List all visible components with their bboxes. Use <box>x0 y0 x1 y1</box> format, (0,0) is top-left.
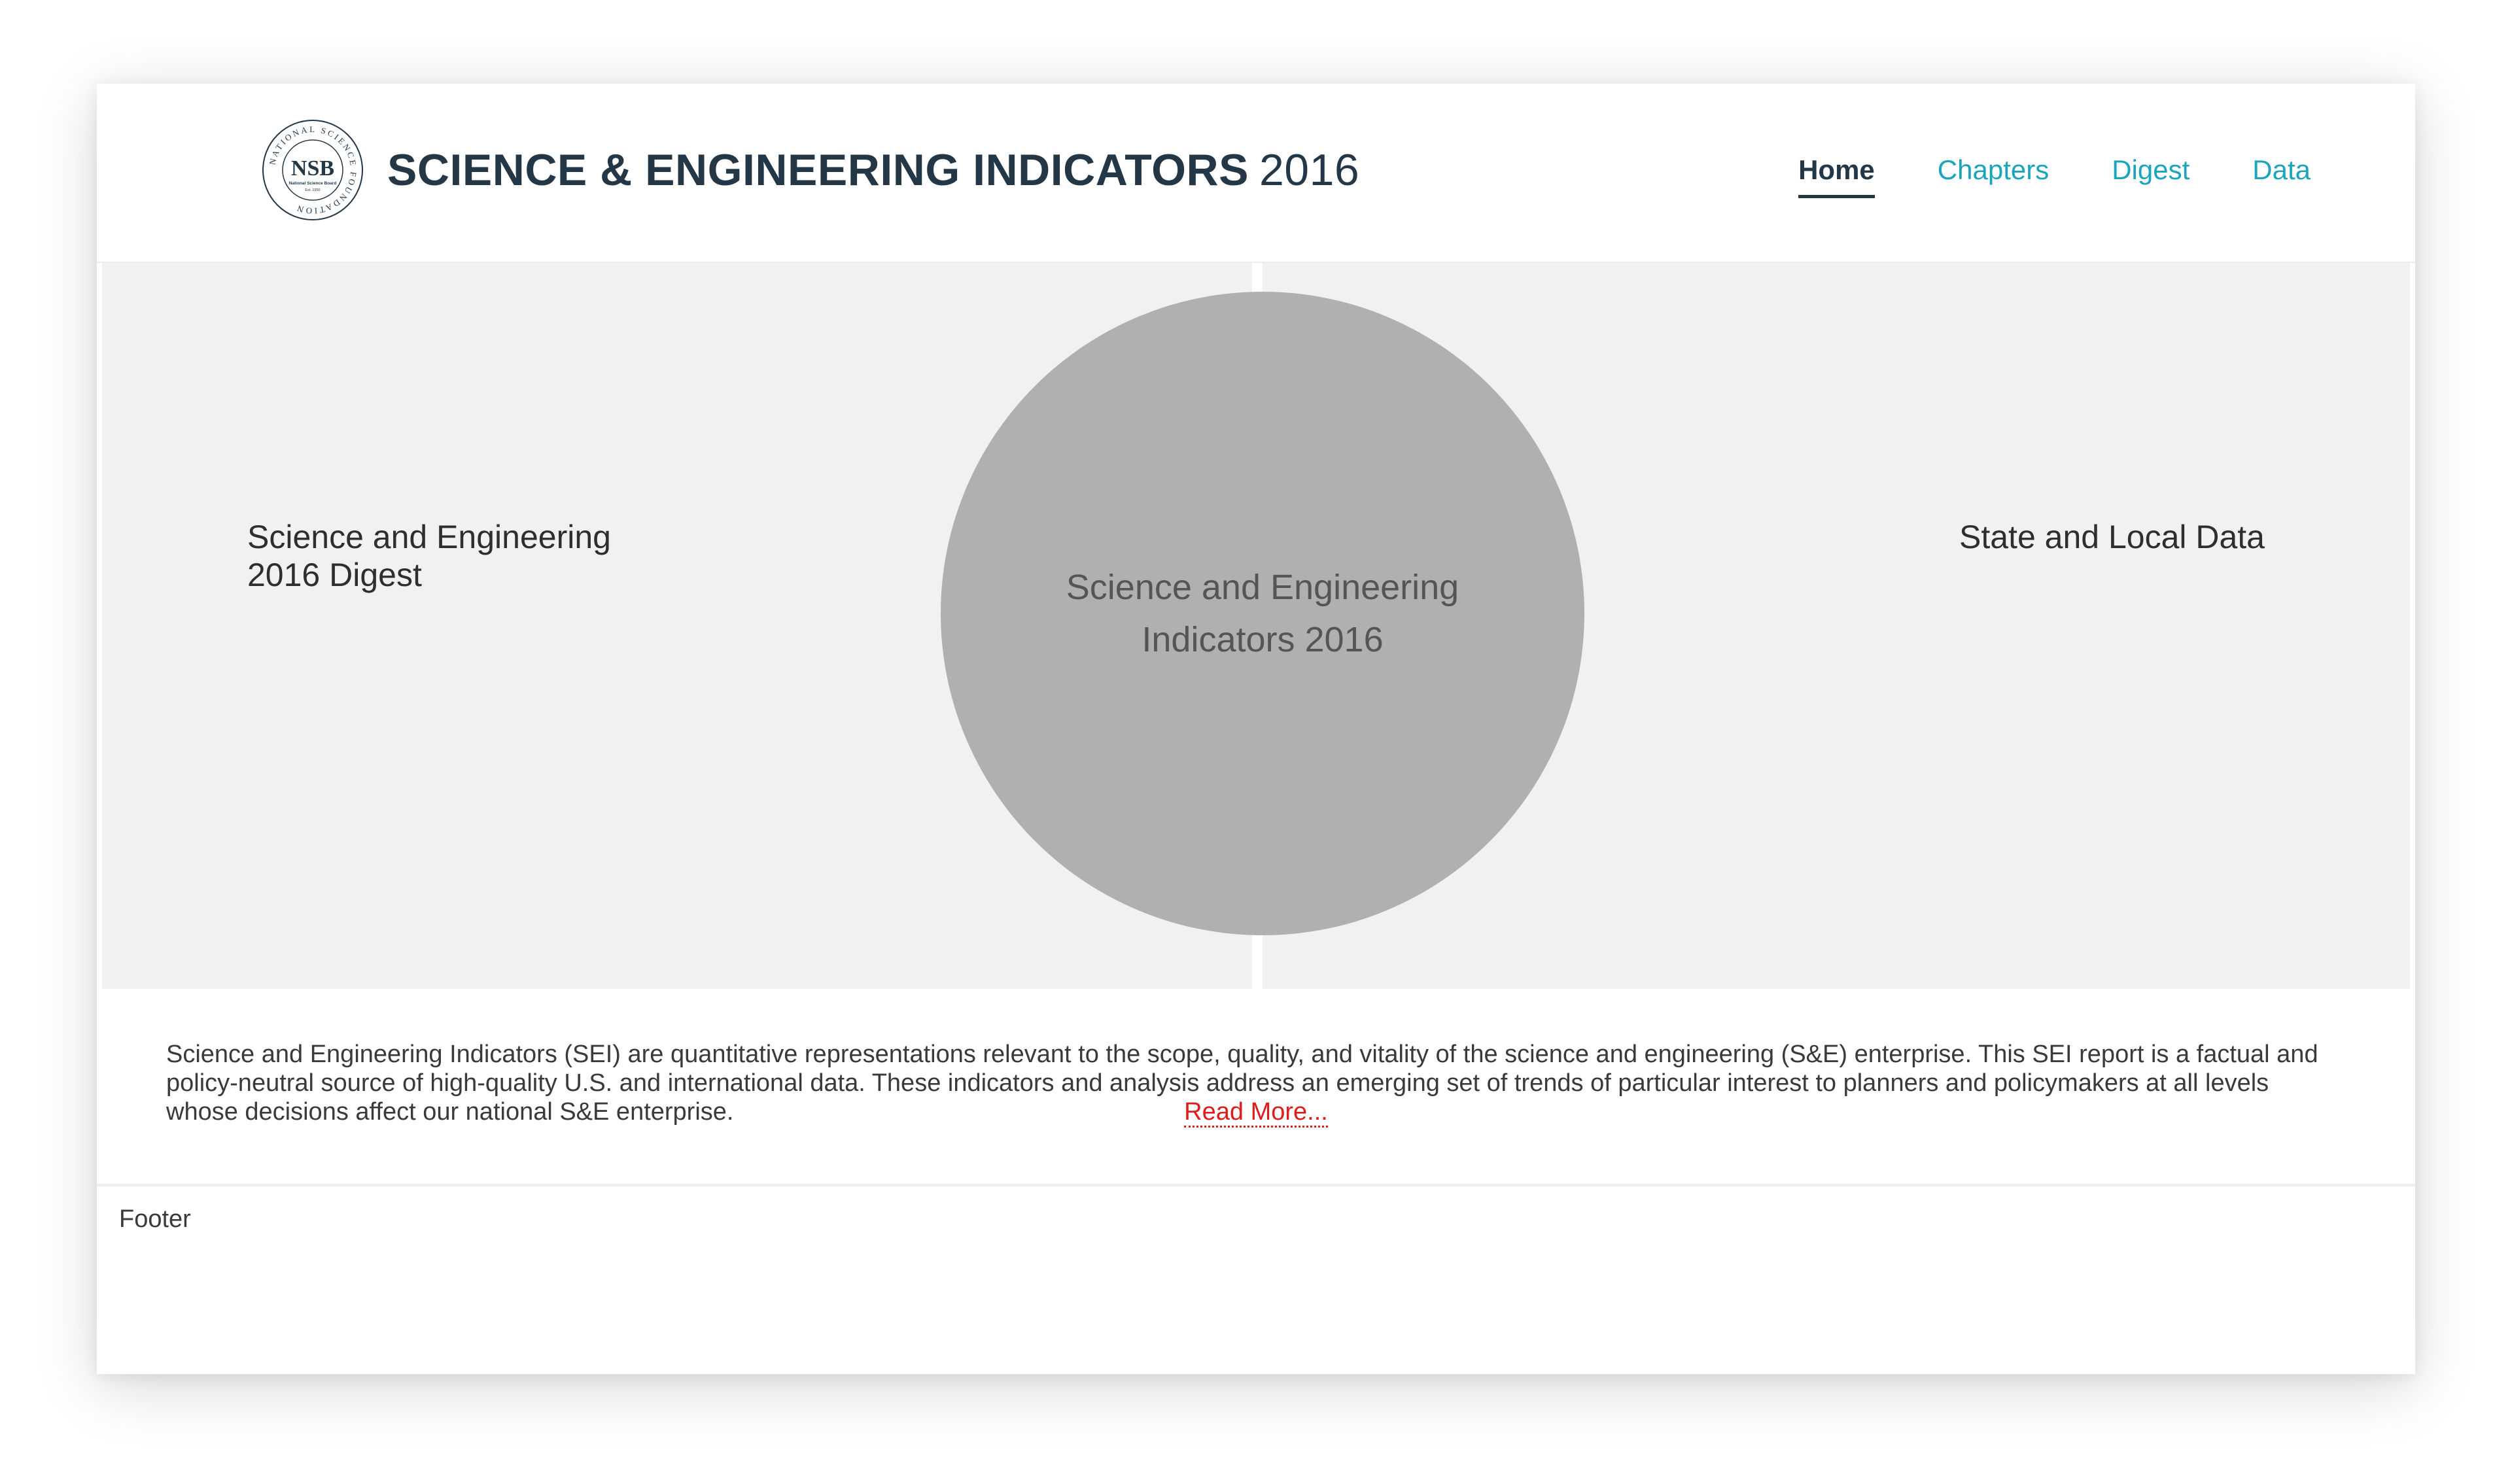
site-header <box>97 84 2415 263</box>
seal-ring-text: NATIONAL SCIENCE FOUNDATION <box>267 124 359 216</box>
hero-section <box>102 263 2410 989</box>
footer-label: Footer <box>119 1205 191 1233</box>
nav-home-link[interactable]: Home <box>1798 152 1875 198</box>
browser-page <box>97 84 2415 1374</box>
site-title-year: 2016 <box>1259 145 1360 195</box>
site-title-main: SCIENCE & ENGINEERING INDICATORS <box>387 145 1249 195</box>
nsb-seal-icon <box>260 118 365 222</box>
indicators-circle-label: Science and Engineering Indicators 2016 <box>1066 568 1459 659</box>
sei-description: Science and Engineering Indicators (SEI) are quantitative representations relevant to the scope, quality, and vitality of the science and engineering (S&E) enterprise. This SEI report is a factual and policy-neutral source of high-quality U.S. and international data. These indicators and analysis address an emerging set of trends of particular interest to planners and policymakers at all levels whose decisions affect our national S&E enterprise. <box>166 1041 2318 1126</box>
nav-data-link[interactable]: Data <box>2252 154 2311 185</box>
read-more-container <box>97 1096 2415 1128</box>
read-more-link[interactable]: Read More... <box>1184 1098 1328 1128</box>
main-nav <box>1798 152 2311 198</box>
nsb-seal-logo[interactable] <box>260 118 365 222</box>
seal-inner-text: National Science Board <box>288 181 337 186</box>
state-local-data-label: State and Local Data <box>1959 519 2265 555</box>
site-footer <box>97 1184 2415 1374</box>
site-title[interactable] <box>387 137 1359 203</box>
digest-panel-label: Science and Engineering 2016 Digest <box>247 519 611 593</box>
indicators-circle-button[interactable] <box>941 292 1584 935</box>
nav-digest-link[interactable]: Digest <box>2112 154 2190 185</box>
seal-monogram: NSB <box>290 156 335 181</box>
nav-chapters-link[interactable]: Chapters <box>1937 154 2050 185</box>
seal-est-text: Est. 1950 <box>305 188 321 192</box>
